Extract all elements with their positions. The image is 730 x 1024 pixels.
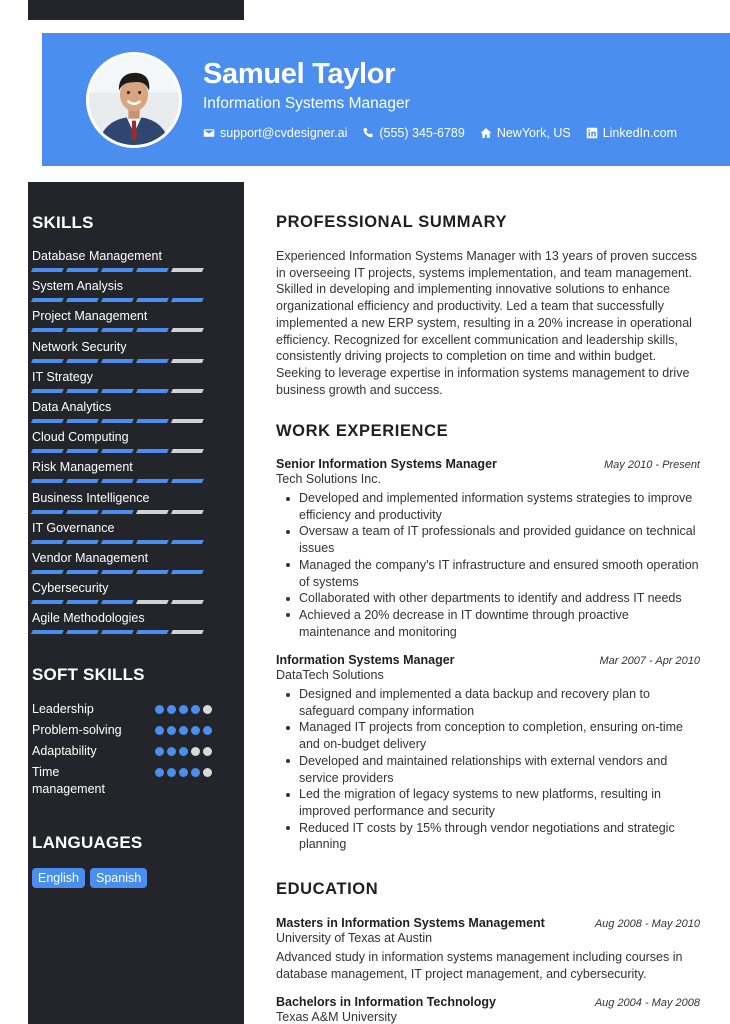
skill-name: IT Governance — [32, 520, 115, 535]
skill-level-segment — [31, 419, 64, 423]
skill-level-segment — [66, 298, 99, 302]
skill-name: Agile Methodologies — [32, 611, 145, 626]
skill-level-bar — [32, 298, 212, 302]
skill-level-bar — [32, 419, 212, 423]
skill-level-segment — [66, 268, 99, 272]
degree-title: Bachelors in Information Technology — [276, 995, 496, 1009]
soft-skill-name: Time management — [32, 765, 105, 796]
phone-icon — [362, 127, 374, 139]
rating-dot — [191, 747, 200, 756]
job-entry — [276, 653, 700, 853]
job-title: Information Systems Manager — [276, 653, 455, 667]
rating-dot — [167, 768, 176, 777]
skill-level-segment — [136, 630, 169, 634]
skill-level-segment — [136, 328, 169, 332]
skill-level-bar — [32, 570, 212, 574]
skill-level-segment — [66, 328, 99, 332]
bullet-item: Developed and maintained relationships with external vendors and service providers — [276, 753, 700, 786]
skill-level-segment — [171, 419, 204, 423]
soft-skill-item — [32, 701, 212, 718]
languages-heading: LANGUAGES — [32, 833, 143, 852]
skill-name: Database Management — [32, 249, 162, 263]
skill-level-segment — [66, 630, 99, 634]
skill-level-bar — [32, 479, 212, 483]
bullet-item: Reduced IT costs by 15% through vendor negotiations and strategic planning — [276, 820, 700, 853]
skill-level-bar — [32, 359, 212, 363]
skill-level-segment — [31, 510, 64, 514]
skill-level-segment — [101, 389, 134, 393]
contact-email[interactable] — [203, 126, 347, 140]
rating-dot — [191, 768, 200, 777]
skill-level-bar — [32, 540, 212, 544]
skill-item — [32, 521, 212, 544]
skill-level-segment — [171, 570, 204, 574]
skill-level-segment — [171, 328, 204, 332]
skill-item — [32, 249, 212, 272]
profile-photo — [89, 55, 179, 145]
skill-level-segment — [66, 570, 99, 574]
rating-dot — [203, 726, 212, 735]
linkedin-icon — [586, 127, 598, 139]
skill-item — [32, 491, 212, 514]
skill-level-segment — [136, 389, 169, 393]
skill-level-segment — [101, 479, 134, 483]
skill-level-segment — [136, 540, 169, 544]
candidate-name: Samuel Taylor — [203, 58, 396, 90]
skill-level-segment — [101, 298, 134, 302]
skill-level-segment — [101, 328, 134, 332]
skill-level-segment — [66, 479, 99, 483]
rating-dot — [167, 705, 176, 714]
skill-level-segment — [31, 570, 64, 574]
soft-skill-rating — [155, 722, 212, 735]
education-date: Aug 2008 - May 2010 — [594, 918, 700, 930]
skill-level-segment — [31, 630, 64, 634]
rating-dot — [155, 768, 164, 777]
skill-level-bar — [32, 389, 212, 393]
skill-name: Network Security — [32, 339, 127, 354]
envelope-icon — [203, 127, 215, 139]
language-tag: Spanish — [90, 868, 147, 888]
home-icon — [480, 127, 492, 139]
skill-level-segment — [171, 600, 204, 604]
rating-dot — [191, 726, 200, 735]
skill-level-bar — [32, 328, 212, 332]
contact-phone[interactable] — [362, 126, 464, 140]
languages-list — [32, 868, 147, 888]
skill-level-segment — [31, 268, 64, 272]
skill-level-bar — [32, 630, 212, 634]
soft-skill-item — [32, 722, 212, 739]
skill-item — [32, 340, 212, 363]
soft-skill-item — [32, 743, 212, 760]
school-name: Texas A&M University — [276, 1010, 397, 1024]
job-date: May 2010 - Present — [604, 459, 700, 471]
education-description: Advanced study in information systems management including courses in database management, IT project management, and cybersecurity. — [276, 950, 683, 981]
rating-dot — [203, 768, 212, 777]
skill-level-segment — [31, 540, 64, 544]
bullet-item: Developed and implemented information systems strategies to improve efficiency and productivity — [276, 490, 700, 523]
skill-level-segment — [31, 600, 64, 604]
skill-level-segment — [66, 510, 99, 514]
skill-level-segment — [66, 419, 99, 423]
skill-level-segment — [136, 359, 169, 363]
rating-dot — [179, 726, 188, 735]
soft-skill-rating — [155, 701, 212, 714]
skill-item — [32, 611, 212, 634]
skill-level-segment — [66, 389, 99, 393]
skill-level-segment — [101, 510, 134, 514]
school-name: University of Texas at Austin — [276, 931, 433, 945]
skill-level-segment — [101, 359, 134, 363]
contact-location-text: NewYork, US — [496, 126, 571, 140]
rating-dot — [155, 726, 164, 735]
education-heading: EDUCATION — [276, 880, 379, 898]
job-company: Tech Solutions Inc. — [276, 472, 381, 486]
contact-location — [480, 126, 571, 140]
skill-item — [32, 309, 212, 332]
language-tag: English — [32, 868, 85, 888]
skill-level-segment — [171, 298, 204, 302]
rating-dot — [155, 747, 164, 756]
rating-dot — [179, 747, 188, 756]
skill-item — [32, 279, 212, 302]
skill-level-segment — [31, 449, 64, 453]
job-company: DataTech Solutions — [276, 668, 384, 682]
skill-level-segment — [136, 449, 169, 453]
bullet-item: Achieved a 20% decrease in IT downtime through proactive maintenance and monitoring — [276, 607, 700, 640]
education-entry — [276, 995, 700, 1024]
bullet-item: Managed the company's IT infrastructure and ensured smooth operation of systems — [276, 557, 700, 590]
summary-heading: PROFESSIONAL SUMMARY — [276, 213, 508, 231]
education-date: Aug 2004 - May 2008 — [594, 997, 700, 1009]
rating-dot — [191, 705, 200, 714]
skill-item — [32, 581, 212, 604]
contact-email-text: support@cvdesigner.ai — [220, 126, 348, 140]
skill-level-segment — [171, 510, 204, 514]
bullet-item: Managed IT projects from conception to completion, ensuring on-time and on-budget delivery — [276, 719, 700, 752]
skill-name: Vendor Management — [32, 551, 149, 565]
job-entry — [276, 457, 700, 640]
skill-level-segment — [171, 449, 204, 453]
skill-name: Data Analytics — [32, 400, 112, 414]
rating-dot — [167, 726, 176, 735]
skill-level-segment — [136, 510, 169, 514]
soft-skill-rating — [155, 764, 212, 777]
skill-level-segment — [101, 570, 134, 574]
skill-level-segment — [66, 540, 99, 544]
soft-skill-name: Problem-solving — [32, 723, 122, 737]
soft-skill-name: Adaptability — [32, 744, 97, 758]
skill-level-segment — [31, 328, 64, 332]
skill-level-segment — [136, 419, 169, 423]
rating-dot — [179, 768, 188, 777]
bullet-item: Collaborated with other departments to identify and address IT needs — [276, 590, 700, 607]
rating-dot — [179, 705, 188, 714]
bullet-item: Oversaw a team of IT professionals and provided guidance on technical issues — [276, 523, 700, 556]
skill-level-segment — [171, 540, 204, 544]
skill-level-bar — [32, 268, 212, 272]
summary-text: Experienced Information Systems Manager with 13 years of proven success in overseeing IT projects, systems implementation, and team management. Skilled in developing and implementing innovative solutions to enhance organizational efficiency and productivity. Led a team that successfully implemented a new ERP system, resulting in a 20% increase in operational efficiency. Recognized for excellent communication and leadership skills, consistently driving projects to completion on time and within budget. Seeking to leverage expertise in information systems management to drive business growth and success. — [276, 249, 698, 397]
rating-dot — [167, 747, 176, 756]
skill-level-segment — [31, 359, 64, 363]
avatar — [86, 52, 182, 148]
contact-linkedin-text: LinkedIn.com — [602, 126, 678, 140]
skill-item — [32, 460, 212, 483]
education-entry — [276, 916, 700, 982]
skill-level-segment — [171, 479, 204, 483]
rating-dot — [203, 747, 212, 756]
skill-level-segment — [171, 359, 204, 363]
skill-level-segment — [101, 268, 134, 272]
job-title: Senior Information Systems Manager — [276, 457, 497, 471]
skill-level-segment — [136, 479, 169, 483]
skill-level-segment — [31, 389, 64, 393]
rating-dot — [155, 705, 164, 714]
skill-level-segment — [31, 479, 64, 483]
degree-title: Masters in Information Systems Management — [276, 916, 545, 930]
skill-name: Cloud Computing — [32, 430, 129, 445]
skill-name: IT Strategy — [32, 369, 93, 384]
skill-name: Cybersecurity — [32, 581, 109, 596]
skill-level-segment — [66, 449, 99, 453]
skill-name: System Analysis — [32, 279, 124, 294]
bullet-item: Designed and implemented a data backup and recovery plan to safeguard company information — [276, 686, 700, 719]
skill-level-bar — [32, 600, 212, 604]
skill-name: Business Intelligence — [32, 490, 150, 505]
skill-level-segment — [136, 570, 169, 574]
job-bullets — [276, 490, 700, 640]
skill-item — [32, 551, 212, 574]
soft-skill-item — [32, 764, 212, 798]
resume-header — [42, 33, 730, 166]
skill-item — [32, 370, 212, 393]
rating-dot — [203, 705, 212, 714]
skill-level-segment — [101, 600, 134, 604]
skill-level-segment — [171, 630, 204, 634]
skill-level-segment — [101, 449, 134, 453]
skill-name: Risk Management — [32, 460, 133, 475]
soft-skill-rating — [155, 743, 212, 756]
soft-skill-name: Leadership — [32, 702, 94, 716]
skill-level-segment — [31, 298, 64, 302]
skill-level-segment — [101, 419, 134, 423]
job-bullets — [276, 686, 700, 853]
skill-level-bar — [32, 510, 212, 514]
skill-level-segment — [136, 268, 169, 272]
skill-level-bar — [32, 449, 212, 453]
skill-level-segment — [101, 630, 134, 634]
contact-list — [203, 126, 677, 140]
candidate-title: Information Systems Manager — [203, 95, 410, 112]
skills-heading: SKILLS — [32, 213, 94, 232]
job-date: Mar 2007 - Apr 2010 — [599, 655, 700, 667]
skill-level-segment — [171, 389, 204, 393]
skill-item — [32, 430, 212, 453]
skill-level-segment — [171, 268, 204, 272]
contact-linkedin[interactable] — [586, 126, 677, 140]
skill-name: Project Management — [32, 309, 148, 324]
skill-level-segment — [101, 540, 134, 544]
soft-skills-heading: SOFT SKILLS — [32, 665, 145, 684]
bullet-item: Led the migration of legacy systems to new platforms, resulting in improved performance and security — [276, 786, 700, 819]
skill-item — [32, 400, 212, 423]
skill-level-segment — [66, 600, 99, 604]
skill-level-segment — [136, 600, 169, 604]
skill-level-segment — [136, 298, 169, 302]
skill-level-segment — [66, 359, 99, 363]
experience-heading: WORK EXPERIENCE — [276, 422, 449, 440]
contact-phone-text: (555) 345-6789 — [379, 126, 465, 140]
